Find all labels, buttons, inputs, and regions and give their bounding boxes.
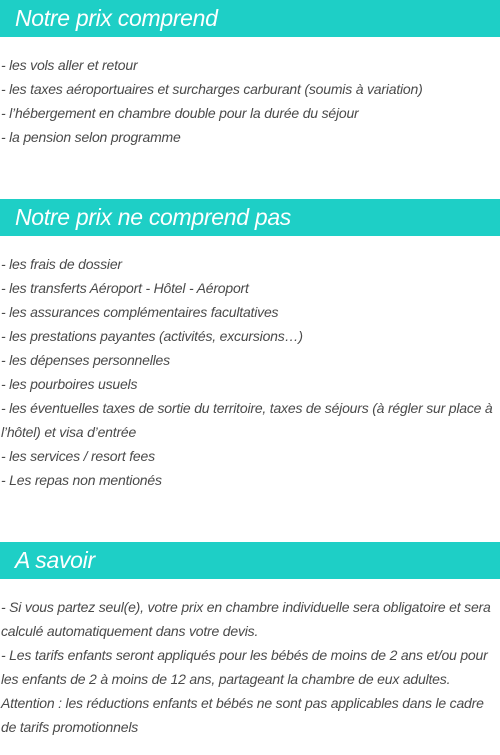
- list-item: - les prestations payantes (activités, excursions…): [1, 328, 303, 344]
- list-item: - les services / resort fees: [1, 448, 155, 464]
- list-item: - les frais de dossier: [1, 256, 122, 272]
- list-item: - les dépenses personnelles: [1, 352, 170, 368]
- section-header: [0, 199, 500, 236]
- section-header: [0, 0, 500, 37]
- info-list: [0, 595, 500, 739]
- list-item: - Si vous partez seul(e), votre prix en chambre individuelle sera obligatoire et sera calculé automatiquement dans votre devis.: [1, 599, 491, 639]
- section-title: Notre prix ne comprend pas: [15, 204, 292, 230]
- list-item: - Les repas non mentionés: [1, 472, 162, 488]
- list-item: - les pourboires usuels: [1, 376, 138, 392]
- section-header: [0, 542, 500, 579]
- section-price-excludes: [0, 199, 500, 492]
- list-item: - les vols aller et retour: [1, 57, 138, 73]
- included-list: [0, 53, 500, 149]
- list-item: - l’hébergement en chambre double pour la durée du séjour: [1, 105, 359, 121]
- list-item: - la pension selon programme: [1, 129, 181, 145]
- list-item: - les transferts Aéroport - Hôtel - Aéroport: [1, 280, 249, 296]
- list-item: - les assurances complémentaires facultatives: [1, 304, 279, 320]
- list-item: Attention : les réductions enfants et bébés ne sont pas applicables dans le cadre de tarifs promotionnels: [1, 695, 484, 735]
- section-title: A savoir: [15, 547, 95, 573]
- section-price-includes: [0, 0, 500, 149]
- list-item: - les éventuelles taxes de sortie du territoire, taxes de séjours (à régler sur place à l’hôtel) et visa d’entrée: [1, 400, 493, 440]
- section-good-to-know: [0, 542, 500, 739]
- excluded-list: [0, 252, 500, 492]
- list-item: - Les tarifs enfants seront appliqués pour les bébés de moins de 2 ans et/ou pour les enfants de 2 à moins de 12 ans, partageant la chambre de eux adultes.: [1, 647, 488, 687]
- list-item: - les taxes aéroportuaires et surcharges carburant (soumis à variation): [1, 81, 423, 97]
- section-title: Notre prix comprend: [15, 5, 218, 31]
